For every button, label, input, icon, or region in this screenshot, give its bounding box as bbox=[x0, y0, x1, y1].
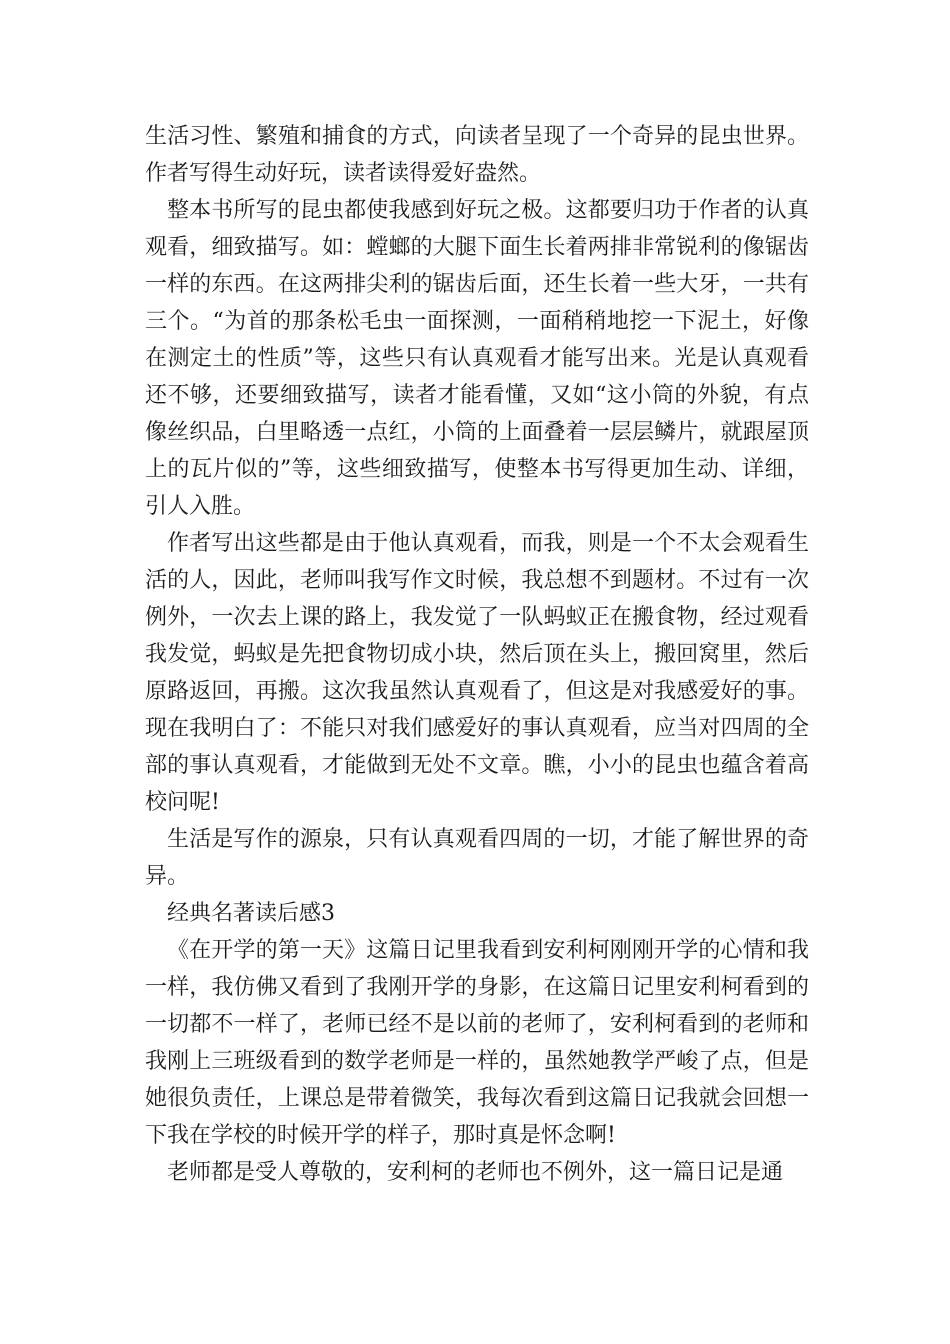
paragraph-5: 《在开学的第一天》这篇日记里我看到安利柯刚刚开学的心情和我一样，我仿佛又看到了我刚开学的身影，在这篇日记里安利柯看到的一切都不一样了，老师已经不是以前的老师了，安利柯看到的老师和我刚上三班级看到的数学老师是一样的，虽然她教学严峻了点，但是她很负责任，上课总是带着微笑，我每次看到这篇日记我就会回想一下我在学校的时候开学的样子，那时真是怀念啊! bbox=[145, 938, 809, 1148]
paragraph-4: 生活是写作的源泉，只有认真观看四周的一切，才能了解世界的奇异。 bbox=[145, 827, 809, 889]
section-heading: 经典名著读后感3 bbox=[167, 901, 335, 926]
document-page bbox=[145, 118, 809, 1191]
paragraph-2: 整本书所写的昆虫都使我感到好玩之极。这都要归功于作者的认真观看，细致描写。如：螳螂的大腿下面生长着两排非常锐利的像锯齿一样的东西。在这两排尖利的锯齿后面，还生长着一些大牙，一共有三个。“为首的那条松毛虫一面探测，一面稍稍地挖一下泥土，好像在测定土的性质”等，这些只有认真观看才能写出来。光是认真观看还不够，还要细致描写，读者才能看懂，又如“这小筒的外貌，有点像丝织品，白里略透一点红，小筒的上面叠着一层层鳞片，就跟屋顶上的瓦片似的”等，这些细致描写，使整本书写得更加生动、详细，引人入胜。 bbox=[145, 198, 809, 519]
paragraph-6: 老师都是受人尊敬的，安利柯的老师也不例外，这一篇日记是通 bbox=[167, 1160, 784, 1185]
paragraph-1: 生活习性、繁殖和捕食的方式，向读者呈现了一个奇异的昆虫世界。作者写得生动好玩，读者读得爱好盎然。 bbox=[145, 124, 809, 186]
paragraph-3: 作者写出这些都是由于他认真观看，而我，则是一个不太会观看生活的人，因此，老师叫我写作文时候，我总想不到题材。不过有一次例外，一次去上课的路上，我发觉了一队蚂蚁正在搬食物，经过观看我发觉，蚂蚁是先把食物切成小块，然后顶在头上，搬回窝里，然后原路返回，再搬。这次我虽然认真观看了，但这是对我感爱好的事。现在我明白了：不能只对我们感爱好的事认真观看，应当对四周的全部的事认真观看，才能做到无处不文章。瞧，小小的昆虫也蕴含着高校问呢! bbox=[145, 531, 809, 815]
